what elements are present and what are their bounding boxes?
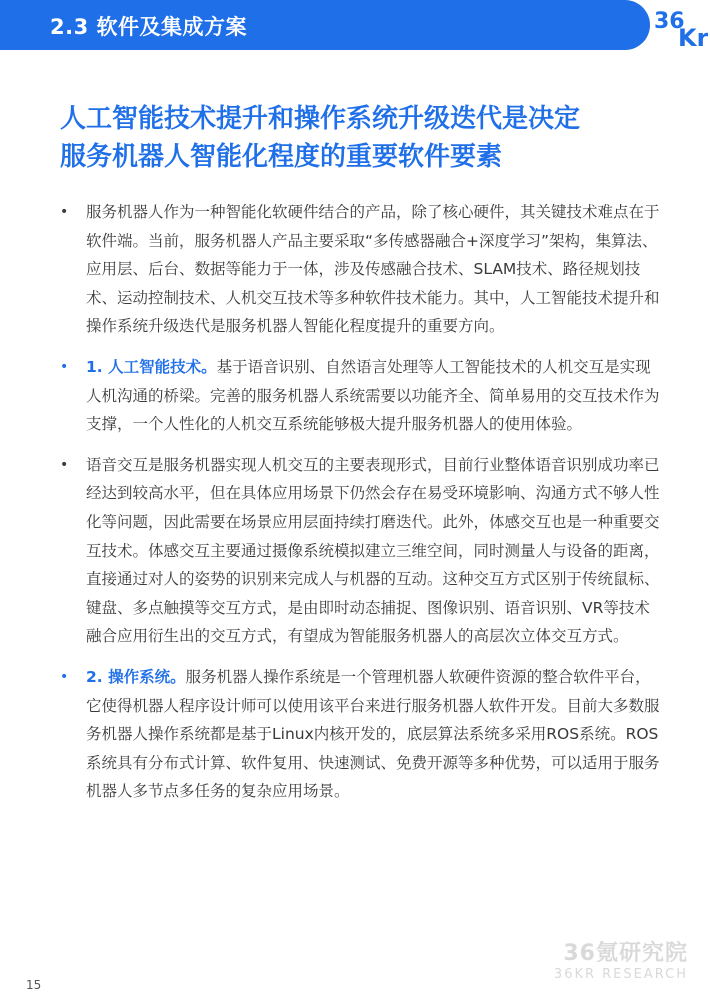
bullet-marker: • xyxy=(60,668,69,685)
research-watermark xyxy=(554,941,688,983)
bullet-text: 基于语音识别、自然语言处理等人工智能技术的人机交互是实现人机沟通的桥梁。完善的服务机器人系统需要以功能齐全、简单易用的交互技术作为支撑，一个人性化的人机交互系统能够极大提升服务机器人的使用体验。 xyxy=(86,357,660,434)
bullet-item-intro xyxy=(58,198,662,341)
section-header-bar xyxy=(0,0,650,50)
36kr-logo xyxy=(652,4,708,48)
bullet-text: 语音交互是服务机器实现人机交互的主要表现形式，目前行业整体语音识别成功率已经达到较高水平，但在具体应用场景下仍然会存在易受环境影响、沟通方式不够人性化等问题，因此需要在场景应用层面持续打磨迭代。此外，体感交互也是一种重要交互技术。体感交互主要通过摄像系统模拟建立三维空间，同时测量人与设备的距离，直接通过对人的姿势的识别来完成人与机器的互动。这种交互方式区别于传统鼠标、键盘、多点触摸等交互方式，是由即时动态捕捉、图像识别、语音识别、VR等技术融合应用衍生出的交互方式，有望成为智能服务机器人的高层次立体交互方式。 xyxy=(86,455,660,646)
bullet-text: 服务机器人操作系统是一个管理机器人软硬件资源的整合软件平台，它使得机器人程序设计师可以使用该平台来进行服务机器人软件开发。目前大多数服务机器人操作系统都是基于Linux内核开发的，底层算法系统多采用ROS系统。ROS系统具有分布式计算、软件复用、快速测试、免费开源等多种优势，可以适用于服务机器人多节点多任务的复杂应用场景。 xyxy=(86,667,660,801)
bullet-item-operating-system xyxy=(58,663,662,806)
page-headline xyxy=(60,100,660,176)
page-number: 15 xyxy=(26,978,42,992)
bullet-lead-ai-technology: 1. 人工智能技术。 xyxy=(86,357,217,376)
logo-text-36: 36 xyxy=(654,9,685,34)
logo-text-kr: Kr xyxy=(678,24,708,48)
bullet-marker: • xyxy=(60,204,69,220)
bullet-text: 服务机器人作为一种智能化软硬件结合的产品，除了核心硬件，其关键技术难点在于软件端。当前，服务机器人产品主要采取“多传感器融合+深度学习”架构，集算法、应用层、后台、数据等能力于一体，涉及传感融合技术、SLAM技术、路径规划技术、运动控制技术、人机交互技术等多种软件技术能力。其中，人工智能技术提升和操作系统升级迭代是服务机器人智能化程度提升的重要方向。 xyxy=(86,203,660,336)
watermark-en: 36KR RESEARCH xyxy=(553,967,688,982)
bullet-marker: • xyxy=(60,456,69,473)
bullet-lead-operating-system: 2. 操作系统。 xyxy=(86,667,186,686)
bullet-item-ai-technology xyxy=(58,353,662,439)
headline-line-2: 服务机器人智能化程度的重要软件要素 xyxy=(60,142,503,172)
headline-line-1: 人工智能技术提升和操作系统升级迭代是决定 xyxy=(60,104,581,134)
watermark-cn: 36氪研究院 xyxy=(563,941,688,966)
bullet-marker: • xyxy=(60,358,69,375)
section-title: 2.3 软件及集成方案 xyxy=(50,15,248,39)
bullet-list xyxy=(58,198,662,818)
bullet-item-voice-interaction xyxy=(58,451,662,651)
